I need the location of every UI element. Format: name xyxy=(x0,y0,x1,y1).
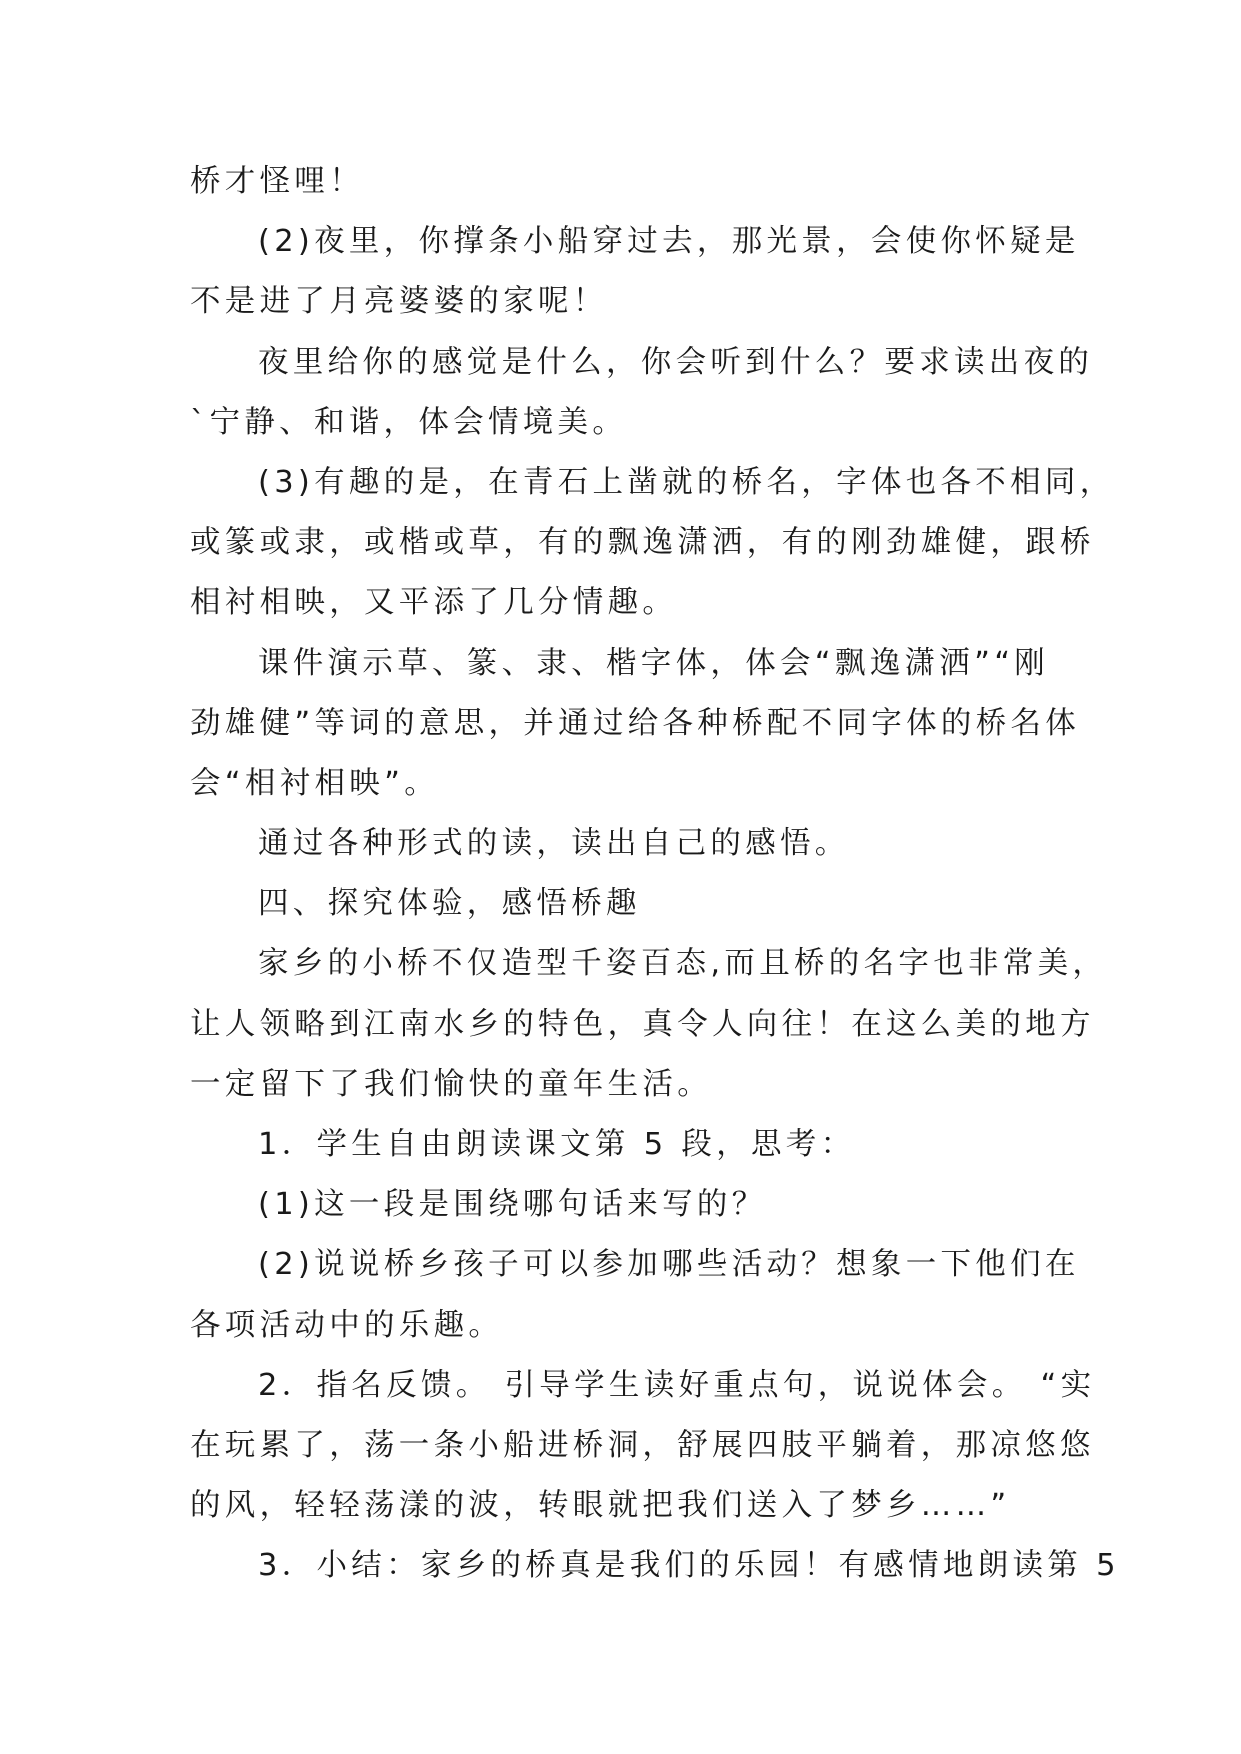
text-line: 桥才怪哩！ xyxy=(190,164,364,199)
list-item: 3．小结：家乡的桥真是我们的乐园！有感情地朗读第 5 xyxy=(258,1548,1120,1584)
text-line: 让人领略到江南水乡的特色，真令人向往！在这么美的地方 xyxy=(190,1006,1095,1042)
sub-list-item: (2)说说桥乡孩子可以参加哪些活动？想象一下他们在 xyxy=(258,1247,1080,1283)
list-item: 1．学生自由朗读课文第 5 段，思考： xyxy=(258,1127,856,1162)
text-line: 或篆或隶，或楷或草，有的飘逸潇洒，有的刚劲雄健，跟桥 xyxy=(190,525,1095,561)
text-line: 各项活动中的乐趣。 xyxy=(190,1307,504,1343)
text-line: 相衬相映，又平添了几分情趣。 xyxy=(190,585,678,621)
text-line: 夜里给你的感觉是什么，你会听到什么？要求读出夜的 xyxy=(258,344,1094,380)
document-body xyxy=(190,152,1120,1597)
text-line: 劲雄健”等词的意思，并通过给各种桥配不同字体的桥名体 xyxy=(190,705,1081,741)
text-line: 的风，轻轻荡漾的波，转眼就把我们送入了梦乡……” xyxy=(190,1488,1011,1524)
text-line: 会“相衬相映”。 xyxy=(190,765,440,801)
text-line: 在玩累了，荡一条小船进桥洞，舒展四肢平躺着，那凉悠悠 xyxy=(190,1427,1095,1463)
section-heading: 四、探究体验，感悟桥趣 xyxy=(258,886,641,922)
text-line: `宁静、和谐，体会情境美。 xyxy=(190,404,628,440)
text-line: 一定留下了我们愉快的童年生活。 xyxy=(190,1066,712,1102)
sub-list-item: (1)这一段是围绕哪句话来写的？ xyxy=(258,1187,767,1223)
text-line: 课件演示草、篆、隶、楷字体，体会“飘逸潇洒”“刚 xyxy=(258,645,1050,681)
text-line: 不是进了月亮婆婆的家呢！ xyxy=(190,284,608,320)
text-line: (3)有趣的是，在青石上凿就的桥名，字体也各不相同， xyxy=(258,464,1115,500)
text-line: 通过各种形式的读，读出自己的感悟。 xyxy=(258,826,850,862)
text-line: (2)夜里，你撑条小船穿过去，那光景，会使你怀疑是 xyxy=(258,224,1080,260)
list-item: 2．指名反馈。 引导学生读好重点句，说说体会。 “实 xyxy=(258,1367,1096,1403)
text-line: 家乡的小桥不仅造型千姿百态,而且桥的名字也非常美， xyxy=(258,946,1108,982)
